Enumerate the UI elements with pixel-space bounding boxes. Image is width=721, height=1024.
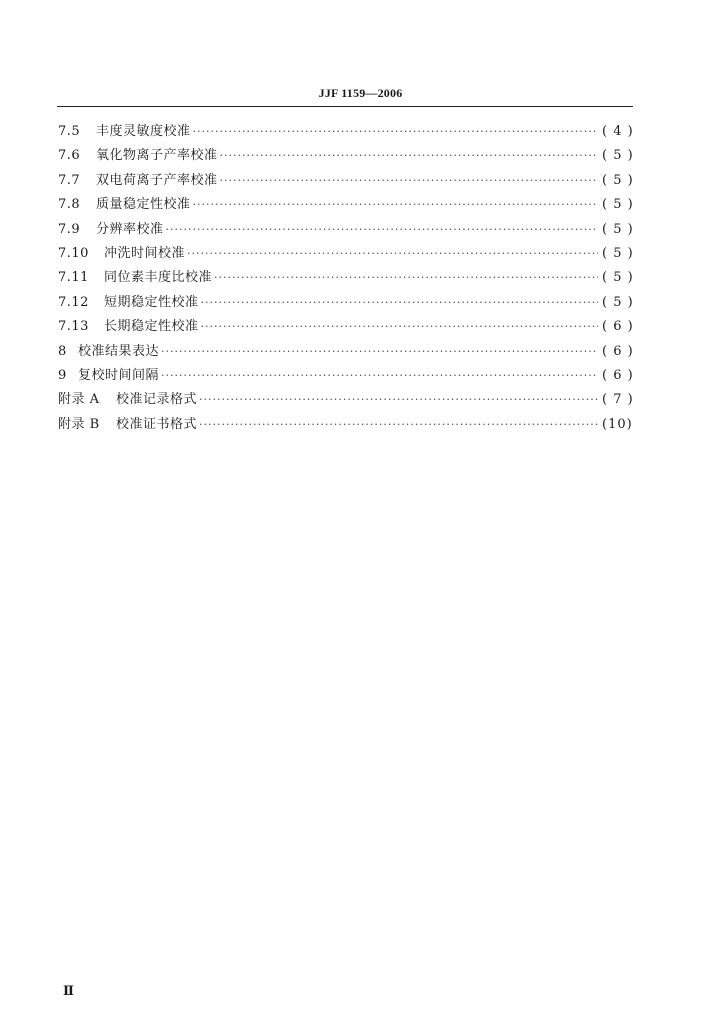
toc-dot-leader	[166, 223, 598, 236]
toc-entry-page: ( 6 )	[602, 319, 634, 335]
toc-entry-number: 7.9	[58, 221, 81, 237]
toc-entry	[58, 242, 632, 266]
toc-entry-title: 氧化物离子产率校准	[96, 148, 218, 164]
toc-entry-page: ( 5 )	[602, 172, 634, 188]
toc-entry-title: 校准结果表达	[78, 343, 160, 359]
toc-entry-number: 附录 B	[58, 416, 100, 432]
toc-entry-number: 7.12	[58, 294, 89, 310]
toc-entry-title: 双电荷离子产率校准	[96, 172, 218, 188]
toc-entry-title: 校准证书格式	[116, 416, 198, 432]
toc-entry	[58, 388, 632, 412]
toc-entry-page: (10)	[602, 416, 633, 432]
toc-entry-title: 质量稳定性校准	[96, 197, 191, 213]
toc-entry-number: 7.13	[58, 319, 89, 335]
toc-entry	[58, 315, 632, 339]
toc-dot-leader	[220, 149, 598, 162]
toc-entry-page: ( 5 )	[602, 245, 634, 261]
toc-entry-number: 9	[58, 367, 67, 383]
toc-entry-page: ( 5 )	[602, 221, 634, 237]
toc-entry	[58, 218, 632, 242]
toc-dot-leader	[161, 369, 598, 382]
toc-entry	[58, 266, 632, 290]
toc-dot-leader	[199, 393, 598, 406]
toc-dot-leader	[193, 198, 598, 211]
toc-entry-title: 复校时间间隔	[78, 367, 160, 383]
toc-dot-leader	[199, 418, 598, 431]
toc-entry-page: ( 5 )	[602, 294, 634, 310]
toc-entry	[58, 340, 632, 364]
toc-dot-leader	[187, 247, 598, 260]
toc-entry	[58, 413, 632, 437]
toc-entry	[58, 120, 632, 144]
toc-dot-leader	[201, 320, 598, 333]
toc-entry-title: 校准记录格式	[116, 392, 198, 408]
toc-entry-title: 丰度灵敏度校准	[96, 124, 191, 139]
toc-entry-title: 冲洗时间校准	[104, 245, 186, 261]
toc-entry-number: 7.11	[58, 270, 89, 286]
toc-entry-page: ( 7 )	[602, 392, 634, 408]
toc-entry-title: 长期稳定性校准	[104, 319, 199, 335]
toc-dot-leader	[161, 345, 598, 358]
toc-entry-number: 7.6	[58, 148, 81, 164]
toc-entry	[58, 144, 632, 168]
table-of-contents	[58, 120, 632, 437]
toc-entry-number: 7.8	[58, 197, 81, 213]
toc-entry	[58, 364, 632, 388]
toc-entry	[58, 169, 632, 193]
toc-dot-leader	[220, 174, 598, 187]
toc-entry-page: ( 5 )	[602, 197, 634, 213]
toc-entry-title: 分辨率校准	[96, 221, 164, 237]
toc-entry-number: 附录 A	[58, 392, 100, 408]
toc-entry-page: ( 5 )	[602, 270, 634, 286]
page-header: JJF 1159—2006	[318, 86, 403, 100]
header-rule	[57, 106, 633, 107]
toc-dot-leader	[193, 125, 598, 138]
toc-entry-number: 7.5	[58, 124, 81, 139]
toc-entry-page: ( 4 )	[602, 124, 634, 139]
toc-entry	[58, 193, 632, 217]
toc-entry-page: ( 6 )	[602, 367, 634, 383]
page-number: Ⅱ	[63, 983, 74, 998]
toc-dot-leader	[201, 296, 598, 309]
toc-entry-number: 7.10	[58, 245, 89, 261]
toc-entry-title: 同位素丰度比校准	[104, 270, 213, 286]
toc-entry-number: 7.7	[58, 172, 81, 188]
toc-entry	[58, 291, 632, 315]
toc-entry-page: ( 5 )	[602, 148, 634, 164]
toc-entry-number: 8	[58, 343, 67, 359]
toc-entry-title: 短期稳定性校准	[104, 294, 199, 310]
toc-dot-leader	[214, 271, 598, 284]
toc-entry-page: ( 6 )	[602, 343, 634, 359]
